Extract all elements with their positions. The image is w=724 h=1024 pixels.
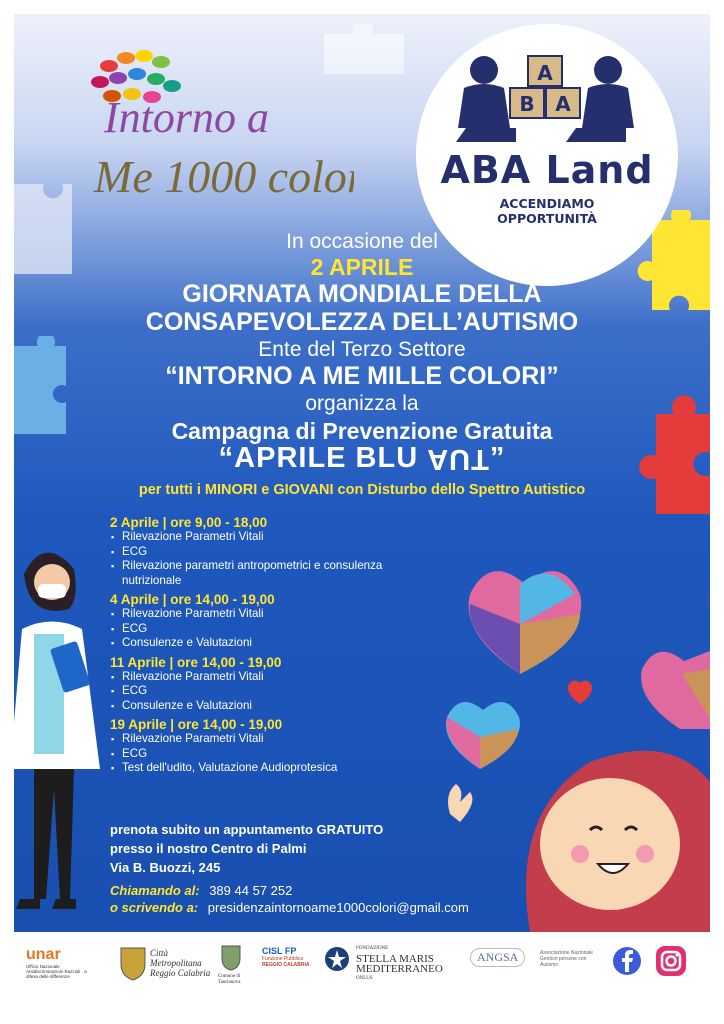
stella-maris-logo <box>356 944 443 984</box>
schedule <box>110 512 440 776</box>
comune-line2: Taurianova <box>218 980 241 985</box>
schedule-day-heading: 4 Aprile | ore 14,00 - 19,00 <box>110 592 275 607</box>
schedule-day-1 <box>110 515 440 588</box>
sponsors-footer <box>14 932 710 1002</box>
headline-line1: In occasione del <box>286 230 438 253</box>
fond-line2: STELLA MARIS <box>356 953 434 965</box>
headline-line7: organizza la <box>305 392 419 415</box>
citta-line2: Metropolitana <box>150 958 202 968</box>
intorno-a-me-logo <box>64 44 354 234</box>
fond-line3: MEDITERRANEO <box>356 963 443 975</box>
schedule-day-heading: 2 Aprile | ore 9,00 - 18,00 <box>110 515 268 530</box>
cisl-sub2: REGGIO CALABRIA <box>262 962 310 968</box>
instagram-icon[interactable] <box>654 944 690 978</box>
contact-address: Via B. Buozzi, 245 <box>110 860 221 875</box>
children-blocks-icon <box>446 48 646 148</box>
angsa-logo <box>470 948 525 967</box>
angsa-text: ANGSA <box>470 948 525 967</box>
schedule-day-4 <box>110 717 440 776</box>
headline-line3: GIORNATA MONDIALE DELLA <box>182 280 542 308</box>
cisl-logo <box>262 946 310 968</box>
email-link[interactable]: presidenzaintornoame1000colori@gmail.com <box>207 900 469 915</box>
phone-label: Chiamando al: <box>110 883 200 898</box>
phone-number[interactable]: 389 44 57 252 <box>209 883 293 898</box>
citta-line1: Città <box>150 948 169 958</box>
cisl-text: CISL FP <box>262 946 297 956</box>
block-a2-label: A <box>555 92 571 116</box>
schedule-item: ▪ Consulenze e Valutazioni <box>110 699 440 714</box>
schedule-item: ▪ Test dell'udito, Valutazione Audioprotesica <box>110 761 440 776</box>
schedule-item: ▪ Rilevazione Parametri Vitali <box>110 530 440 545</box>
contact-phone-row <box>110 881 530 900</box>
schedule-item: ▪ ECG <box>110 684 440 699</box>
comune-logo <box>218 974 240 986</box>
schedule-item: ▪ Rilevazione parametri antropometrici e consulenza nutrizionale <box>110 559 392 588</box>
schedule-item: ▪ ECG <box>110 622 440 637</box>
crest-icon <box>118 942 148 982</box>
unar-logo <box>26 946 96 979</box>
campaign-name-flipped: AUT <box>427 443 490 475</box>
doctor-illustration-icon <box>14 534 114 932</box>
schedule-day-heading: 11 Aprile | ore 14,00 - 19,00 <box>110 654 282 670</box>
email-label: o scrivendo a: <box>110 900 199 915</box>
unar-text: unar <box>26 946 61 963</box>
aba-land-subtitle <box>416 196 678 226</box>
schedule-day-heading: 19 Aprile | ore 14,00 - 19,00 <box>110 717 283 732</box>
campaign-name-end: ” <box>489 442 506 474</box>
logo-text-line1: Intorno a <box>104 93 269 142</box>
citta-metropolitana-logo <box>150 948 210 978</box>
contact-line2: presso il nostro Centro di Palmi <box>110 841 307 856</box>
facebook-icon[interactable] <box>612 944 642 978</box>
aba-subtitle-line1: ACCENDIAMO <box>499 196 595 211</box>
schedule-item: ▪ ECG <box>110 747 440 762</box>
fond-line1: FONDAZIONE <box>356 946 389 951</box>
contact-block <box>110 820 530 915</box>
angsa-subtext: Associazione Nazionale Genitori persone con Autismo <box>540 950 594 968</box>
headline-line5: Ente del Terzo Settore <box>258 338 466 361</box>
headline-line6: “INTORNO A ME MILLE COLORI” <box>165 362 559 390</box>
block-a-label: A <box>537 61 553 85</box>
schedule-item: ▪ Rilevazione Parametri Vitali <box>110 607 440 622</box>
stella-maris-emblem-icon <box>324 946 350 972</box>
comune-line1: Comune di <box>218 974 241 979</box>
tree-logo-icon <box>64 44 354 234</box>
aba-subtitle-line2: OPPORTUNITÀ <box>497 211 597 226</box>
schedule-day-3 <box>110 655 440 714</box>
block-b-label: B <box>519 92 535 116</box>
headline-line4: CONSAPEVOLEZZA DELL’AUTISMO <box>145 308 579 336</box>
schedule-item: ▪ ECG <box>110 545 440 560</box>
citta-line3: Reggio Calabria <box>150 968 211 978</box>
contact-line1: prenota subito un appuntamento GRATUITO <box>110 822 384 837</box>
headline-line8: Campagna di Prevenzione Gratuita <box>171 418 553 444</box>
headline-campaign <box>14 442 710 475</box>
campaign-name: “APRILE BLU <box>218 442 428 474</box>
logo-text-line2: Me 1000 colori <box>94 151 354 202</box>
cisl-sub1: Funzione Pubblica <box>262 956 304 962</box>
fond-line4: ONLUS <box>356 976 373 981</box>
contact-email-row <box>110 900 530 915</box>
schedule-item: ▪ Rilevazione Parametri Vitali <box>110 670 440 685</box>
target-audience: per tutti i MINORI e GIOVANI con Disturbo dello Spettro Autistico <box>138 482 586 498</box>
unar-subtext: Ufficio Nazionale Antidiscriminazioni Razziali · a difesa delle differenze <box>26 964 87 979</box>
aba-land-title: ABA Land <box>440 148 654 192</box>
schedule-item: ▪ Rilevazione Parametri Vitali <box>110 732 440 747</box>
schedule-day-2 <box>110 592 440 651</box>
comune-crest-icon <box>220 944 242 972</box>
headline-date: 2 APRILE <box>310 254 414 280</box>
schedule-item: ▪ Consulenze e Valutazioni <box>110 636 440 651</box>
poster <box>14 14 710 932</box>
